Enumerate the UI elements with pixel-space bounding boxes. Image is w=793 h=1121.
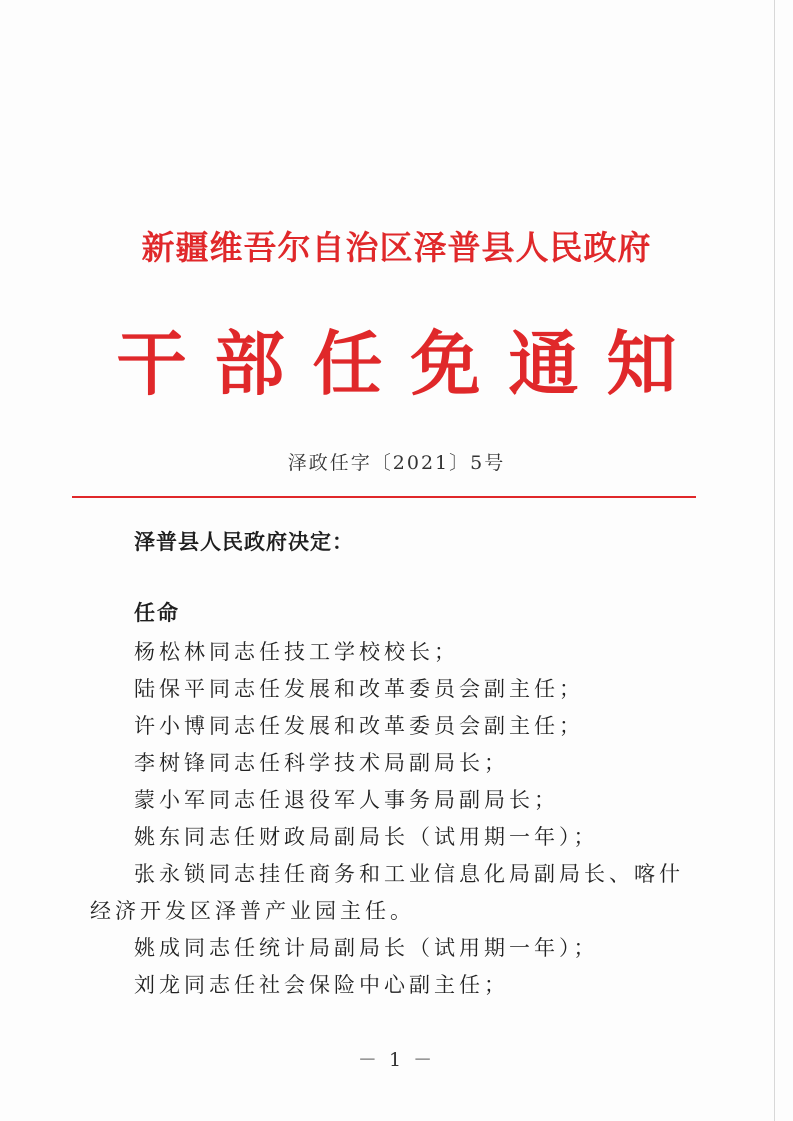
issuing-organization: 新疆维吾尔自治区泽普县人民政府 [141, 228, 652, 267]
red-separator-line [72, 496, 696, 498]
appointment-item: 李树锋同志任科学技术局副局长； [134, 751, 509, 775]
page-number: － 1 － [357, 1049, 436, 1071]
scan-edge-line [774, 0, 775, 1121]
appointment-item: 陆保平同志任发展和改革委员会副主任； [134, 677, 584, 701]
appointment-item: 杨松林同志任技工学校校长； [134, 640, 459, 664]
section-title: 任命 [134, 600, 180, 625]
document-title: 干部任免通知 [116, 322, 705, 405]
appointment-item: 许小博同志任发展和改革委员会副主任； [134, 714, 584, 738]
appointment-item: 刘龙同志任社会保险中心副主任； [134, 973, 509, 997]
document-number: 泽政任字〔2021〕5号 [287, 452, 506, 474]
appointment-item: 姚成同志任统计局副局长（试用期一年）； [134, 936, 599, 960]
appointment-item: 姚东同志任财政局副局长（试用期一年）； [134, 825, 599, 849]
appointment-item: 蒙小军同志任退役军人事务局副局长； [134, 788, 559, 812]
appointment-list [90, 634, 690, 1004]
salutation: 泽普县人民政府决定： [134, 529, 354, 554]
appointment-item: 张永锁同志挂任商务和工业信息化局副局长、喀什经济开发区泽普产业园主任。 [90, 862, 684, 923]
